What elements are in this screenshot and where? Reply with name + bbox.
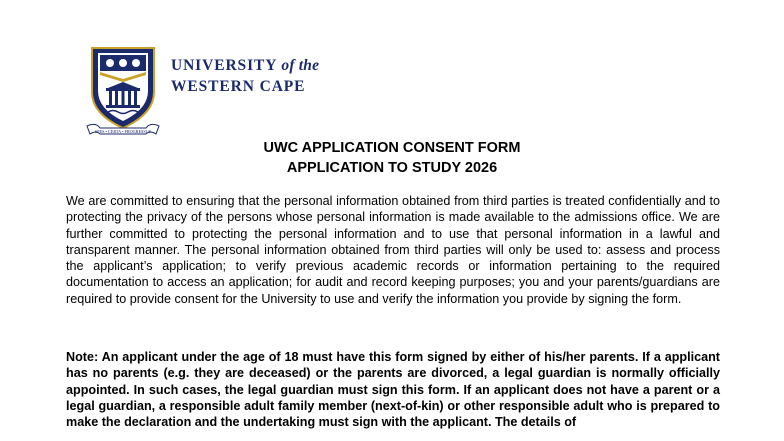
university-word: UNIVERSITY	[171, 57, 278, 74]
document-title: UWC APPLICATION CONSENT FORM	[263, 140, 521, 156]
note-text: An applicant under the age of 18 must have this form signed by either of his/her parents. If a applicant has no parents (e.g. they are deceased) or the parents are divorced, a legal guardian is normally officially appointed. In such cases, the legal guardian must sign this form. If an applicant does not have a parent or a legal guardian, a responsible adult family member (next-of-kin) or other responsible adult who is prepared to make the declaration and the undertaking must sign with the applicant. The details of	[66, 350, 720, 430]
of-the-words: of the	[277, 57, 320, 74]
note-label: Note:	[66, 350, 99, 364]
document-titles	[0, 138, 784, 178]
privacy-paragraph: We are committed to ensuring that the personal information obtained from third parties is treated confidentially and to protecting the privacy of the persons whose personal information is made available to the admissions office. We are further committed to protecting the personal information and to use that personal information in a lawful and transparent manner. The personal information obtained from third parties will only be used to: assess and process the applicant’s application; to verify previous academic records or information pertaining to the required documentation to access an application; for audit and record keeping purposes; you and your parents/guardians are required to provide consent for the University to use and verify the information you provide by signing the form.	[66, 194, 720, 306]
note-paragraph	[66, 349, 720, 430]
university-name-line2: WESTERN CAPE	[171, 78, 306, 95]
university-name	[171, 55, 319, 97]
document-subtitle: APPLICATION TO STUDY 2026	[286, 160, 498, 176]
logo-motto: SPES • CERTA • PROGRESSUS	[94, 129, 152, 134]
university-crest-icon	[86, 44, 160, 136]
university-name-line1	[171, 55, 319, 76]
